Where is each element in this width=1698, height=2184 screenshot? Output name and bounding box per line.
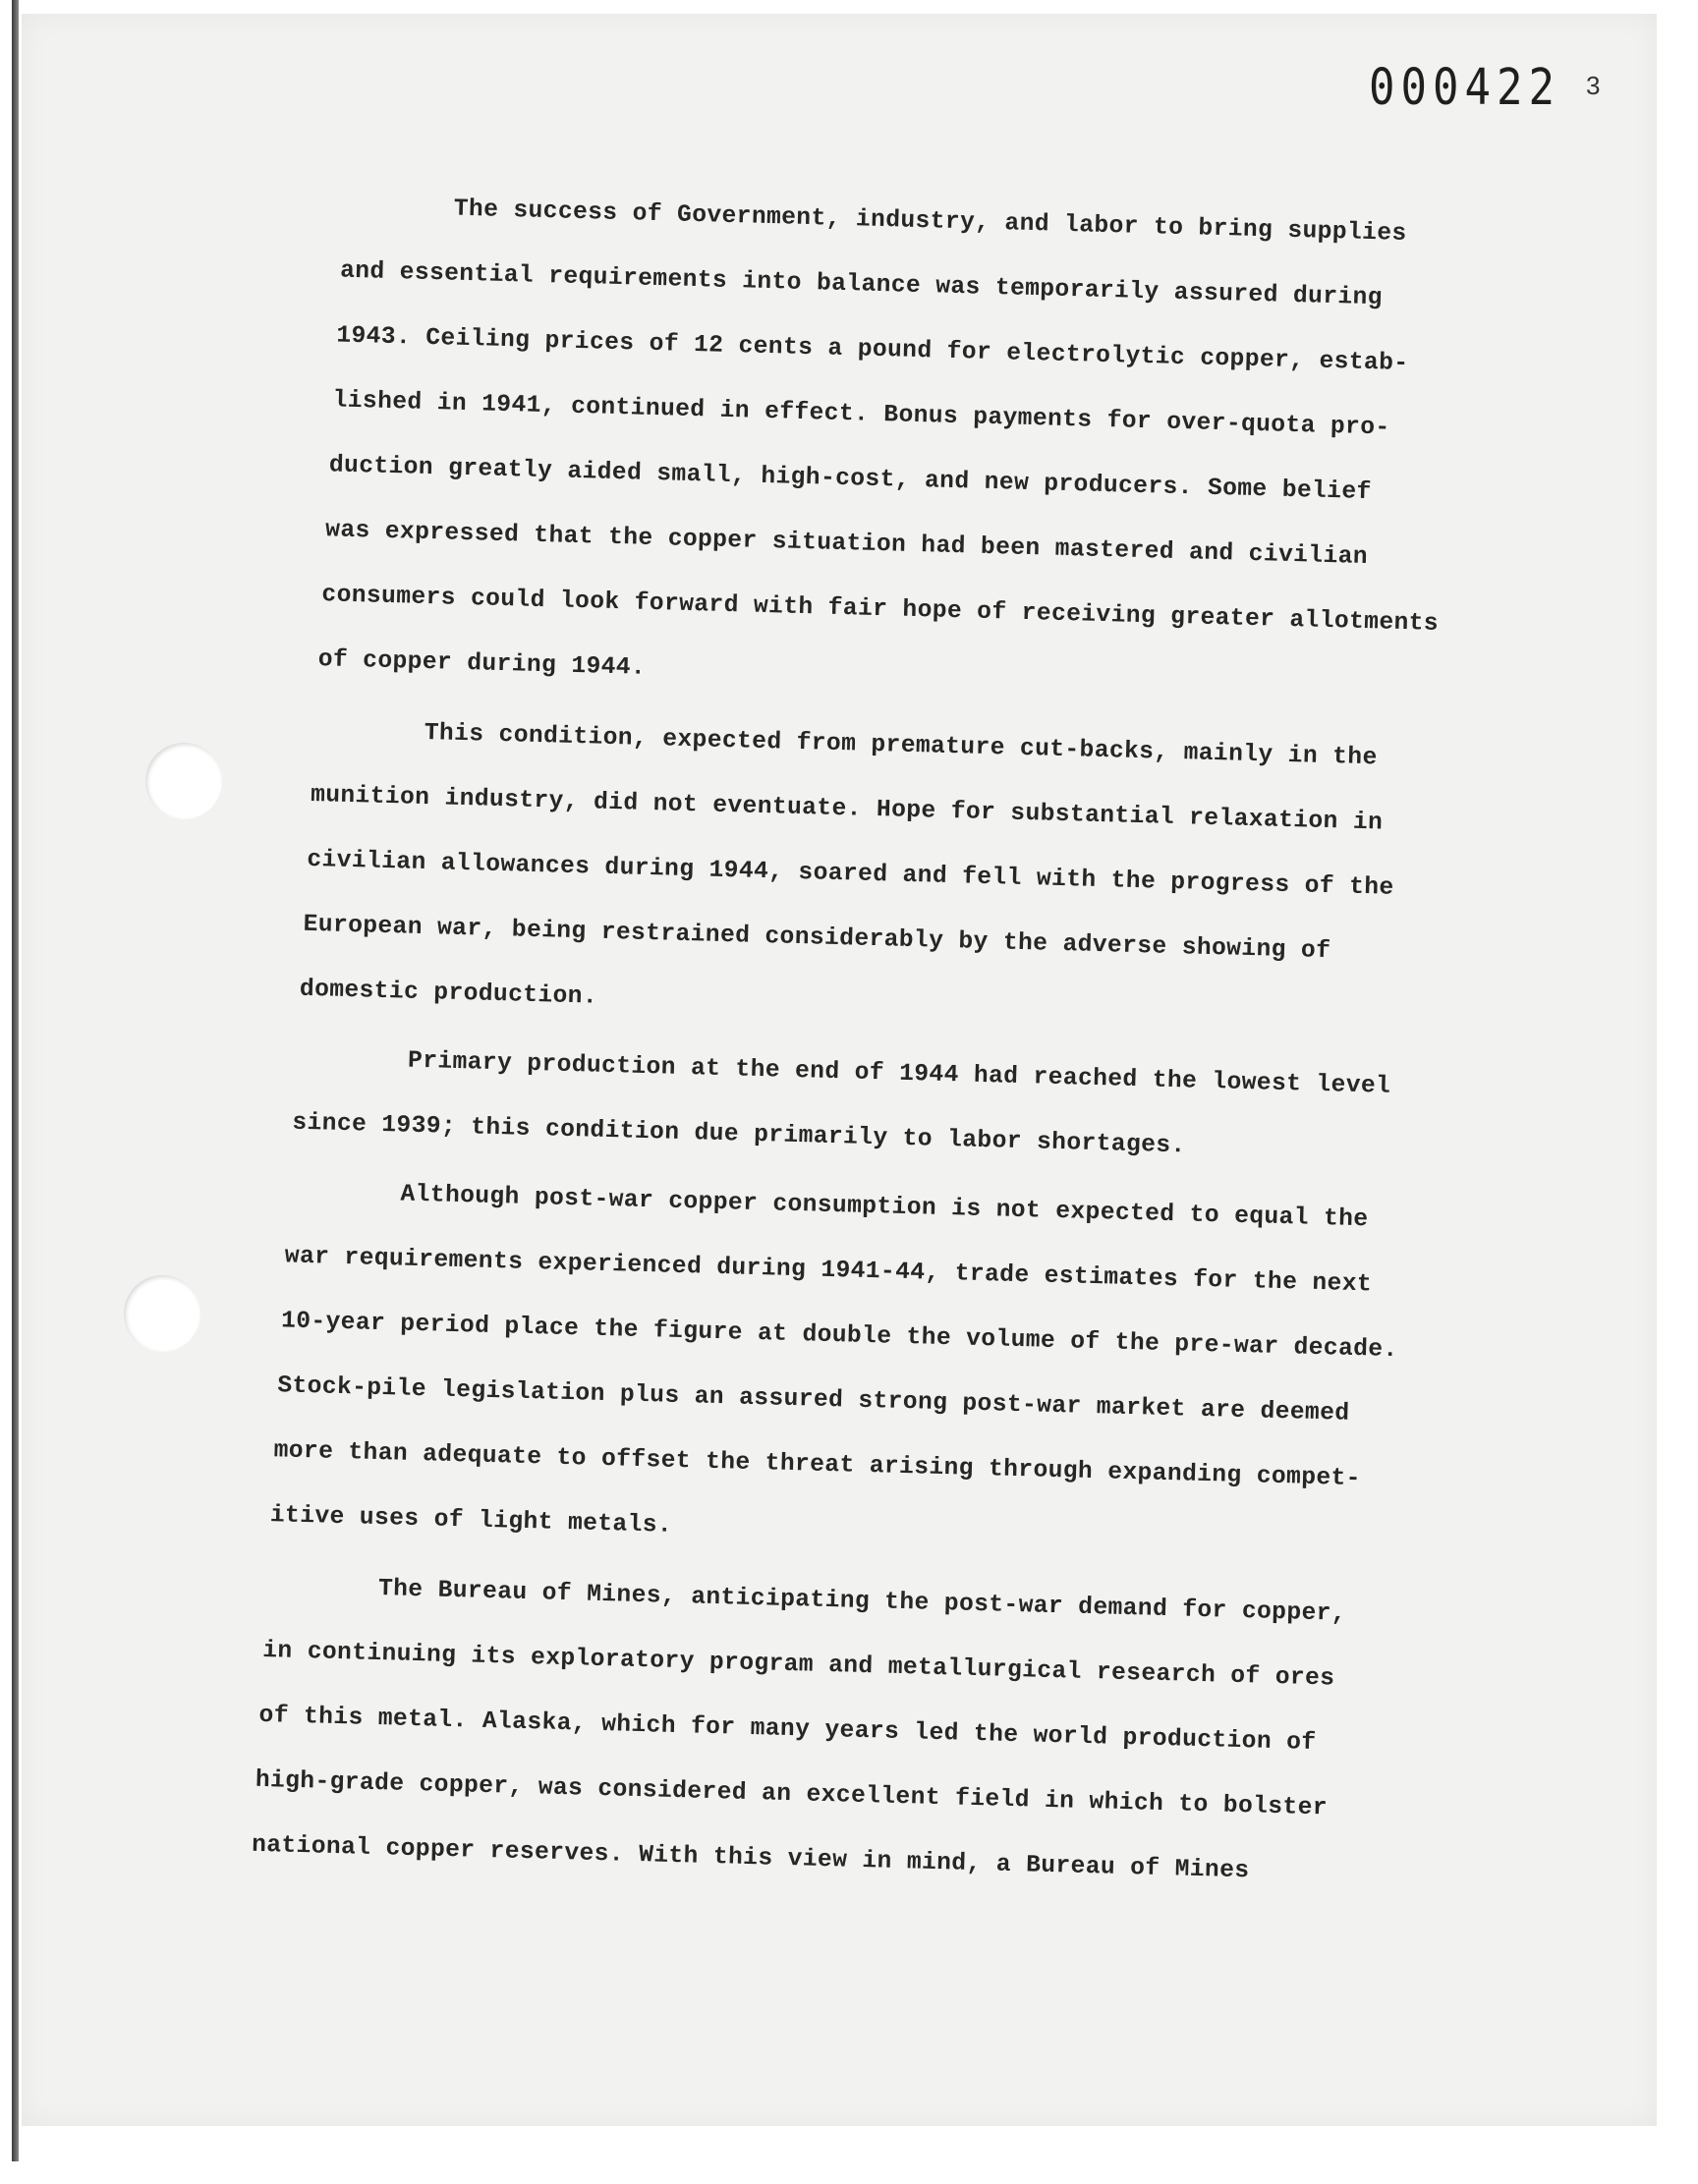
paragraph-5-line-4: high-grade copper, was considered an excellent field in which to bolster — [255, 1766, 1329, 1822]
paragraph-4-line-2: war requirements experienced during 1941-44, trade estimates for the next — [284, 1243, 1373, 1299]
paragraph-4-line-5: more than adequate to offset the threat arising through expanding compet- — [273, 1437, 1362, 1493]
paragraph-2-line-1: This condition, expected from premature cut-backs, mainly in the — [424, 719, 1378, 772]
paragraph-2-line-2: munition industry, did not eventuate. Hope for substantial relaxation in — [310, 781, 1384, 837]
paragraph-5-line-3: of this metal. Alaska, which for many years led the world production of — [258, 1702, 1317, 1758]
paragraph-1-line-7: consumers could look forward with fair hope of receiving greater allotments — [321, 582, 1440, 638]
paragraph-2-line-4: European war, being restrained considerably by the adverse showing of — [303, 911, 1331, 966]
paragraph-4-line-1: Although post-war copper consumption is not expected to equal the — [400, 1181, 1369, 1234]
paragraph-1-line-1: The success of Government, industry, and labor to bring supplies — [453, 196, 1407, 248]
paragraph-5-line-2: in continuing its exploratory program and metallurgical research of ores — [261, 1637, 1335, 1693]
paragraph-4-line-6: itive uses of light metals. — [269, 1502, 673, 1540]
paragraph-1-line-3: 1943. Ceiling prices of 12 cents a pound for electrolytic copper, estab- — [336, 322, 1409, 378]
paragraph-2-line-5: domestic production. — [299, 976, 598, 1011]
paragraph-3-line-2: since 1939; this condition due primarily to labor shortages. — [292, 1109, 1186, 1160]
paragraph-1-line-5: duction greatly aided small, high-cost, and new producers. Some belief — [328, 452, 1373, 507]
paragraph-5-line-1: The Bureau of Mines, anticipating the post-war demand for copper, — [377, 1576, 1347, 1628]
paragraph-1-line-2: and essential requirements into balance was temporarily assured during — [339, 257, 1384, 312]
paragraph-4-line-4: Stock-pile legislation plus an assured strong post-war market are deemed — [277, 1372, 1350, 1428]
paragraph-5-line-5: national copper reserves. With this view in mind, a Bureau of Mines — [251, 1831, 1250, 1885]
paragraph-1-line-4: lished in 1941, continued in effect. Bonus payments for over-quota pro- — [332, 387, 1390, 442]
paragraph-2-line-3: civilian allowances during 1944, soared and fell with the progress of the — [307, 846, 1394, 902]
paragraph-4-line-3: 10-year period place the figure at double the volume of the pre-war decade. — [280, 1308, 1398, 1365]
page-number: 3 — [1586, 71, 1601, 100]
paragraph-1-line-8: of copper during 1944. — [317, 646, 647, 682]
paragraph-3-line-1: Primary production at the end of 1944 had reached the lowest level — [407, 1047, 1391, 1100]
document-number: 000422 — [1369, 59, 1560, 117]
paragraph-1-line-6: was expressed that the copper situation had been mastered and civilian — [324, 517, 1369, 572]
